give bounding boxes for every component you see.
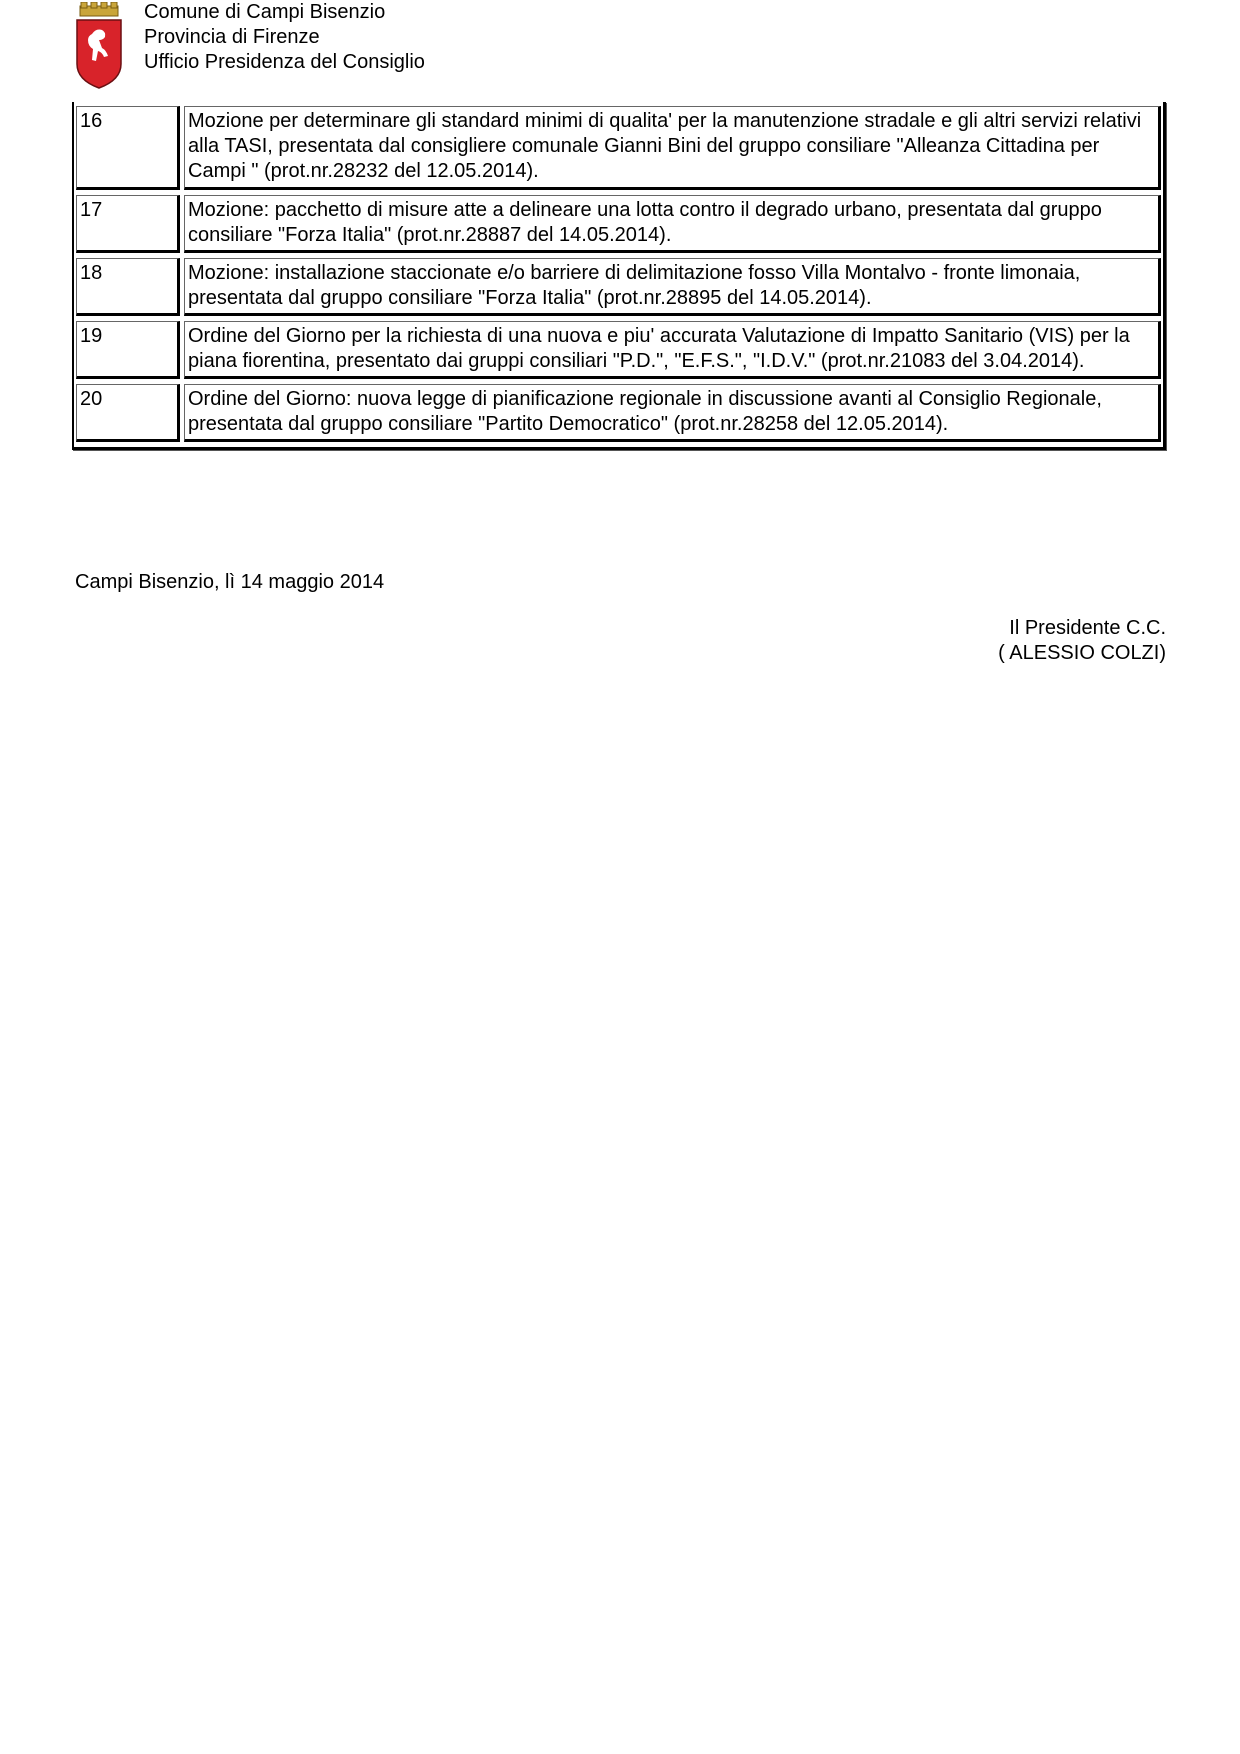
place-date: Campi Bisenzio, lì 14 maggio 2014 bbox=[75, 571, 385, 593]
item-number: 20 bbox=[76, 384, 180, 442]
province-name: Provincia di Firenze bbox=[144, 26, 320, 48]
item-number: 16 bbox=[76, 106, 180, 190]
table-row bbox=[76, 106, 1161, 190]
item-number: 17 bbox=[76, 195, 180, 253]
item-text: Mozione per determinare gli standard minimi di qualita' per la manutenzione stradale e gli altri servizi relativi alla TASI, presentata dal consigliere comunale Gianni Bini del gruppo consiliare "Alleanza Cittadina per Campi " (prot.nr.28232 del 12.05.2014). bbox=[184, 106, 1161, 190]
table-row bbox=[76, 195, 1161, 253]
signature-block bbox=[998, 616, 1166, 666]
table-row bbox=[76, 258, 1161, 316]
letterhead bbox=[72, 0, 672, 100]
table-row bbox=[76, 321, 1161, 379]
item-text: Mozione: pacchetto di misure atte a delineare una lotta contro il degrado urbano, presentata dal gruppo consiliare "Forza Italia" (prot.nr.28887 del 14.05.2014). bbox=[184, 195, 1161, 253]
item-number: 18 bbox=[76, 258, 180, 316]
item-text: Ordine del Giorno per la richiesta di una nuova e piu' accurata Valutazione di Impatto Sanitario (VIS) per la piana fiorentina, presentato dai gruppi consiliari "P.D.", "E.F.S.", "I.D.V." (prot.nr.21083 del 3.04.2014). bbox=[184, 321, 1161, 379]
item-number: 19 bbox=[76, 321, 180, 379]
municipality-name: Comune di Campi Bisenzio bbox=[144, 1, 386, 23]
letterhead-text bbox=[144, 0, 425, 75]
coat-of-arms-icon bbox=[74, 2, 124, 90]
agenda-table bbox=[72, 102, 1166, 450]
signature-name: ( ALESSIO COLZI) bbox=[998, 642, 1166, 664]
item-text: Ordine del Giorno: nuova legge di pianificazione regionale in discussione avanti al Consiglio Regionale, presentata dal gruppo consiliare "Partito Democratico" (prot.nr.28258 del 12.05.2014). bbox=[184, 384, 1161, 442]
signature-title: Il Presidente C.C. bbox=[1009, 617, 1166, 639]
office-name: Ufficio Presidenza del Consiglio bbox=[144, 51, 425, 73]
item-text: Mozione: installazione staccionate e/o barriere di delimitazione fosso Villa Montalvo - fronte limonaia, presentata dal gruppo consiliare "Forza Italia" (prot.nr.28895 del 14.05.2014). bbox=[184, 258, 1161, 316]
table-row bbox=[76, 384, 1161, 442]
